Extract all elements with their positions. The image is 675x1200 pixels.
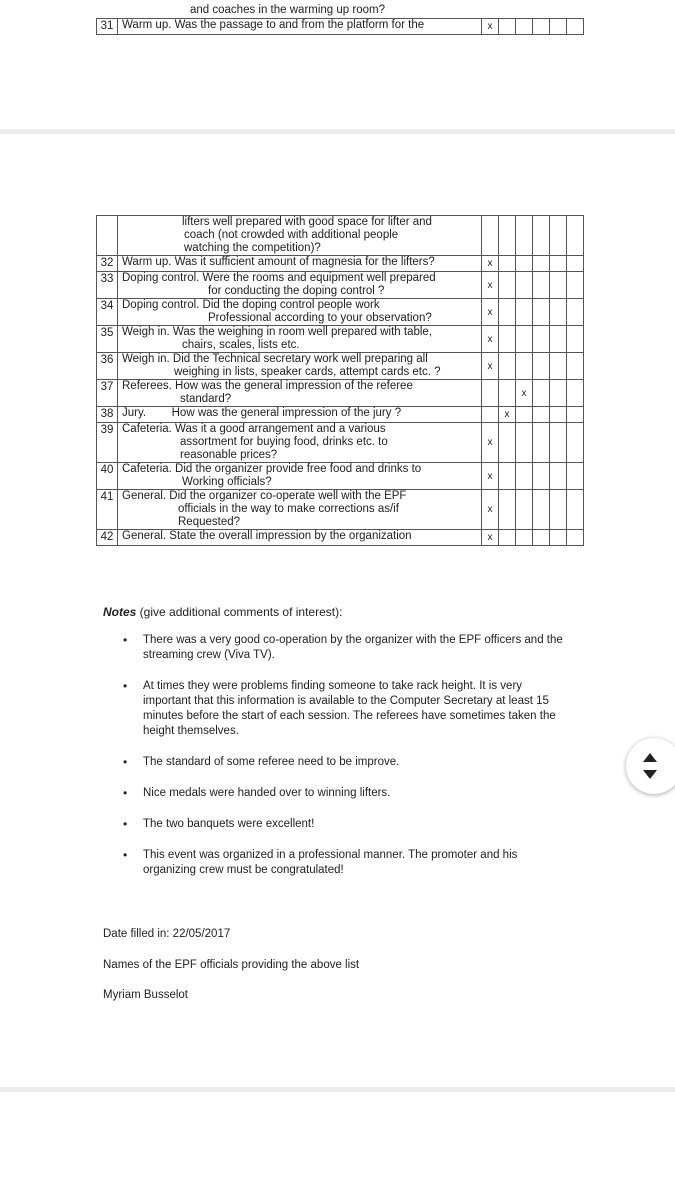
mark-cell (533, 353, 550, 380)
mark-cell (499, 380, 516, 407)
mark-cell (567, 407, 584, 423)
note-text: This event was organized in a professional manner. The promoter and his organizing crew must be congratulated! (143, 849, 518, 876)
table-row (97, 530, 584, 546)
question-line: reasonable prices? (180, 449, 278, 461)
mark-cell (533, 490, 550, 530)
note-text: Nice medals were handed over to winning lifters. (143, 787, 391, 799)
table-row (97, 326, 584, 353)
chevron-up-icon[interactable] (643, 753, 657, 762)
page-scroll-control[interactable] (626, 738, 675, 794)
table-row (97, 216, 584, 256)
row-question: Warm up. Was the passage to and from the platform for the (118, 19, 482, 35)
mark-cell (550, 380, 567, 407)
mark-cell (550, 463, 567, 490)
question-line: chairs, scales, lists etc. (182, 339, 300, 351)
question-line: weighing in lists, speaker cards, attempt cards etc. ? (174, 366, 441, 378)
mark-cell (550, 299, 567, 326)
table-row (97, 299, 584, 326)
bullet-icon: • (123, 848, 128, 862)
official-name: Myriam Busselot (103, 989, 188, 1001)
chevron-down-icon[interactable] (643, 770, 657, 779)
mark-cell (567, 353, 584, 380)
question-line: Requested? (178, 516, 241, 528)
mark-cell (499, 463, 516, 490)
mark-cell (533, 423, 550, 463)
row-number: 32 (97, 256, 118, 272)
row-number: 41 (97, 490, 118, 530)
mark-cell (550, 19, 567, 35)
mark-cell (550, 407, 567, 423)
question-line: Jury. How was the general impression of the jury ? (122, 407, 402, 419)
notes-heading (103, 605, 342, 619)
mark-cell (533, 463, 550, 490)
mark-cell: x (482, 256, 499, 272)
mark-cell (567, 272, 584, 299)
row-number: 38 (97, 407, 118, 423)
mark-cell (567, 423, 584, 463)
mark-cell (516, 407, 533, 423)
row-question (118, 299, 482, 326)
mark-cell (482, 380, 499, 407)
previous-page-fragment (0, 0, 675, 128)
table-row (97, 256, 584, 272)
question-line: for conducting the doping control ? (208, 285, 385, 297)
table-row (97, 353, 584, 380)
mark-cell (567, 380, 584, 407)
mark-cell (516, 256, 533, 272)
row-number: 33 (97, 272, 118, 299)
bullet-icon: • (123, 817, 128, 831)
mark-cell (499, 530, 516, 546)
mark-cell (550, 272, 567, 299)
evaluation-table (96, 215, 584, 546)
table-row (97, 463, 584, 490)
row-question (118, 326, 482, 353)
bullet-icon: • (123, 755, 128, 769)
bullet-icon: • (123, 786, 128, 800)
mark-cell: x (482, 490, 499, 530)
mark-cell (567, 326, 584, 353)
row-number: 37 (97, 380, 118, 407)
document-page (0, 135, 675, 1085)
mark-cell (499, 299, 516, 326)
mark-cell (533, 299, 550, 326)
row-question (118, 463, 482, 490)
list-item (103, 786, 573, 801)
mark-cell (516, 272, 533, 299)
table-row (97, 423, 584, 463)
mark-cell: x (482, 530, 499, 546)
mark-cell (533, 19, 550, 35)
row-number: 35 (97, 326, 118, 353)
mark-cell (567, 216, 584, 256)
mark-cell (567, 19, 584, 35)
mark-cell (550, 216, 567, 256)
mark-cell (499, 353, 516, 380)
note-text: The two banquets were excellent! (143, 818, 315, 830)
table-row (97, 407, 584, 423)
mark-cell (499, 256, 516, 272)
mark-cell (499, 216, 516, 256)
mark-cell (516, 216, 533, 256)
page-separator (0, 1087, 675, 1092)
mark-cell (516, 353, 533, 380)
mark-cell (482, 407, 499, 423)
question-line: Cafeteria. Did the organizer provide free food and drinks to (122, 463, 422, 475)
mark-cell (533, 326, 550, 353)
mark-cell (533, 256, 550, 272)
date-filled: Date filled in: 22/05/2017 (103, 928, 231, 940)
question-line: officials in the way to make corrections as/if (178, 503, 399, 515)
list-item (103, 679, 573, 739)
question-line: Referees. How was the general impression of the referee (122, 380, 413, 392)
note-text: At times they were problems finding someone to take rack height. It is very important that this information is available to the Computer Secretary at least 15 minutes before the start of each session. The referees have sometimes taken the height themselves. (143, 680, 556, 737)
mark-cell (567, 490, 584, 530)
fragment-table (96, 18, 584, 35)
question-line: General. Did the organizer co-operate well with the EPF (122, 490, 407, 502)
mark-cell (499, 272, 516, 299)
mark-cell: x (516, 380, 533, 407)
mark-cell (533, 272, 550, 299)
mark-cell (499, 19, 516, 35)
mark-cell (516, 423, 533, 463)
note-text: There was a very good co-operation by the organizer with the EPF officers and the streaming crew (Viva TV). (143, 634, 563, 661)
mark-cell (550, 490, 567, 530)
mark-cell: x (482, 299, 499, 326)
list-item (103, 755, 573, 770)
mark-cell (516, 299, 533, 326)
list-item (103, 817, 573, 832)
question-line: Weigh in. Was the weighing in room well prepared with table, (122, 326, 433, 338)
question-line: Doping control. Were the rooms and equipment well prepared (122, 272, 436, 284)
mark-cell: x (482, 353, 499, 380)
mark-cell (499, 490, 516, 530)
question-line: General. State the overall impression by the organization (122, 530, 412, 542)
question-line: lifters well prepared with good space for lifter and (182, 216, 432, 228)
mark-cell: x (482, 463, 499, 490)
mark-cell (533, 380, 550, 407)
question-line: Cafeteria. Was it a good arrangement and a various (122, 423, 386, 435)
row-question (118, 490, 482, 530)
mark-cell (550, 530, 567, 546)
mark-cell (550, 423, 567, 463)
row-question (118, 380, 482, 407)
row-question (118, 530, 482, 546)
bullet-icon: • (123, 679, 128, 693)
mark-cell: x (482, 272, 499, 299)
mark-cell: x (482, 423, 499, 463)
table-row (97, 490, 584, 530)
page-separator (0, 129, 675, 134)
mark-cell: x (482, 326, 499, 353)
mark-cell (567, 299, 584, 326)
row-number: 40 (97, 463, 118, 490)
mark-cell (499, 326, 516, 353)
row-question (118, 423, 482, 463)
row-number: 34 (97, 299, 118, 326)
mark-cell (516, 326, 533, 353)
row-number (97, 216, 118, 256)
mark-cell (550, 326, 567, 353)
mark-cell (567, 256, 584, 272)
question-line: Working officials? (182, 476, 272, 488)
mark-cell: x (482, 19, 499, 35)
row-number: 36 (97, 353, 118, 380)
row-question (118, 216, 482, 256)
mark-cell (567, 530, 584, 546)
table-row (97, 380, 584, 407)
mark-cell (550, 256, 567, 272)
row-question (118, 407, 482, 423)
question-line: standard? (180, 393, 232, 405)
row-number: 31 (97, 19, 118, 35)
mark-cell (516, 530, 533, 546)
row-question (118, 272, 482, 299)
mark-cell (567, 463, 584, 490)
mark-cell (499, 423, 516, 463)
mark-cell (516, 463, 533, 490)
question-line: assortment for buying food, drinks etc. to (180, 436, 388, 448)
table-row (97, 272, 584, 299)
bullet-icon: • (123, 633, 128, 647)
list-item (103, 848, 573, 878)
mark-cell (533, 216, 550, 256)
mark-cell (516, 19, 533, 35)
list-item (103, 633, 573, 663)
mark-cell (550, 353, 567, 380)
row-question (118, 256, 482, 272)
question-line: Doping control. Did the doping control people work (122, 299, 380, 311)
mark-cell (516, 490, 533, 530)
table-row (97, 19, 584, 35)
question-line: Weigh in. Did the Technical secretary work well preparing all (122, 353, 428, 365)
continuation-text: and coaches in the warming up room? (190, 4, 385, 16)
notes-list (103, 633, 573, 878)
mark-cell: x (499, 407, 516, 423)
officials-label: Names of the EPF officials providing the above list (103, 959, 360, 971)
question-line: Professional according to your observation? (208, 312, 432, 324)
mark-cell (533, 530, 550, 546)
row-number: 42 (97, 530, 118, 546)
question-line: Warm up. Was it sufficient amount of magnesia for the lifters? (122, 256, 435, 268)
question-line: coach (not crowded with additional people (184, 229, 399, 241)
notes-heading-bold: Notes (103, 605, 137, 619)
note-text: The standard of some referee need to be improve. (143, 756, 400, 768)
row-question (118, 353, 482, 380)
mark-cell (533, 407, 550, 423)
row-number: 39 (97, 423, 118, 463)
mark-cell (482, 216, 499, 256)
notes-heading-rest: (give additional comments of interest): (136, 605, 343, 619)
question-line: watching the competition)? (184, 242, 321, 254)
